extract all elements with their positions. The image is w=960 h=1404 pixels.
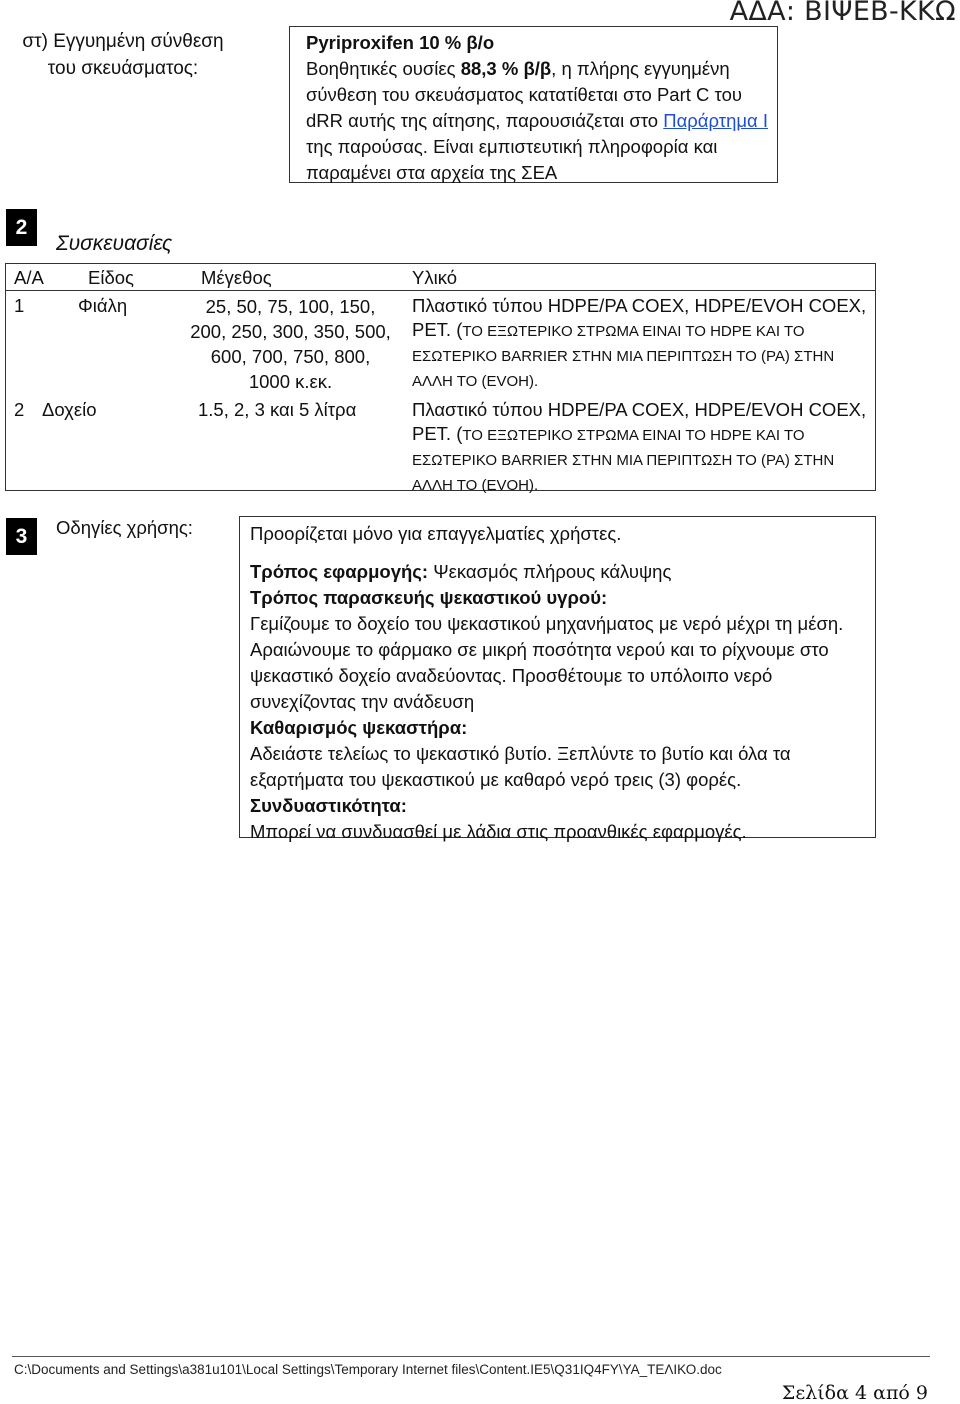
col-header-no: Α/Α [14, 267, 44, 288]
annex-link[interactable]: Παράρτημα Ι [663, 110, 768, 131]
row1-material: Πλαστικό τύπου HDPE/PA COEX, HDPE/EVOH COEX, PET. (ΤΟ ΕΞΩΤΕΡΙΚΟ ΣΤΡΩΜΑ ΕΙΝΑΙ ΤΟ HDPE ΚΑΙ ΤΟ ΕΣΩΤΕΡΙΚΟ BARRIER ΣΤΗΝ ΜΙΑ ΠΕΡΙΠΤΩΣΗ ΤΟ (PA) ΣΤΗΝ ΑΛΛΗ ΤΟ (EVOH). [412, 295, 867, 390]
application-method: Τρόπος εφαρμογής: Ψεκασμός πλήρους κάλυψης [250, 561, 672, 582]
footer-page-number: Σελίδα 4 από 9 [781, 1382, 928, 1404]
compatibility-text: Μπορεί να συνδυασθεί με λάδια στις προανθικές εφαρμογές. [250, 821, 747, 842]
ada-code: ΑΔΑ: ΒΙΨΕΒ-ΚΚΩ [729, 0, 956, 27]
row1-type: Φιάλη [78, 295, 128, 316]
active-ingredient: Pyriproxifen 10 % β/ο [306, 32, 495, 53]
composition-text: Βοηθητικές ουσίες 88,3 % β/β, η πλήρης εγγυημένη σύνθεση του σκευάσματος κατατίθεται στο Part C του dRR αυτής της αίτησης, παρουσιάζεται στο Παράρτημα Ι της παρούσας. Είναι εμπιστευτική πληροφορία και παραμένει στα αρχεία της ΣΕΑ [306, 58, 768, 183]
col-header-size: Μέγεθος [201, 267, 272, 288]
section-number-badge: 3 [6, 518, 37, 555]
col-header-type: Είδος [88, 267, 134, 288]
cleaning-label: Καθαρισμός ψεκαστήρα: [250, 717, 468, 738]
section-number-badge: 2 [6, 209, 37, 246]
col-header-material: Υλικό [412, 267, 458, 288]
composition-box [289, 26, 778, 183]
section-title: Συσκευασίες [56, 232, 173, 255]
usage-label: Οδηγίες χρήσης: [56, 517, 193, 538]
row1-size: 25, 50, 75, 100, 150, 200, 250, 300, 350, 500, 600, 700, 750, 800, 1000 κ.εκ. [190, 296, 391, 392]
row2-material: Πλαστικό τύπου HDPE/PA COEX, HDPE/EVOH COEX, PET. (ΤΟ ΕΞΩΤΕΡΙΚΟ ΣΤΡΩΜΑ ΕΙΝΑΙ ΤΟ HDPE ΚΑΙ ΤΟ ΕΣΩΤΕΡΙΚΟ BARRIER ΣΤΗΝ ΜΙΑ ΠΕΡΙΠΤΩΣΗ ΤΟ (PA) ΣΤΗΝ ΑΛΛΗ ΤΟ (EVOH). [412, 399, 867, 494]
footer-divider [12, 1356, 930, 1357]
preparation-label: Τρόπος παρασκευής ψεκαστικού υγρού: [250, 587, 608, 608]
compatibility-label: Συνδυαστικότητα: [250, 795, 407, 816]
usage-instructions-box [239, 516, 876, 842]
row2-no: 2 [14, 399, 25, 420]
usage-intro: Προορίζεται μόνο για επαγγελματίες χρήστες. [250, 523, 622, 544]
row2-size: 1.5, 2, 3 και 5 λίτρα [198, 399, 357, 420]
row1-no: 1 [14, 295, 25, 316]
cleaning-text: Αδειάστε τελείως το ψεκαστικό βυτίο. Ξεπλύντε το βυτίο και όλα τα εξαρτήματα του ψεκαστικού με καθαρό νερό τρεις (3) φορές. [250, 743, 791, 790]
preparation-text: Γεμίζουμε το δοχείο του ψεκαστικού μηχανήματος με νερό μέχρι τη μέση. Αραιώνουμε το φάρμακο σε μικρή ποσότητα νερού και το ρίχνουμε στο ψεκαστικό δοχείο αναδεύοντας. Προσθέτουμε το υπόλοιπο νερό συνεχίζοντας την ανάδευση [250, 613, 844, 712]
footer-file-path: C:\Documents and Settings\a381u101\Local Settings\Temporary Internet files\Content.IE5\Q31IQ4FY\ΥΑ_ΤΕΛΙΚΟ.doc [14, 1362, 722, 1377]
row2-type: Δοχείο [42, 399, 97, 420]
composition-label: στ) Εγγυημένη σύνθεση του σκευάσματος: [22, 31, 224, 79]
